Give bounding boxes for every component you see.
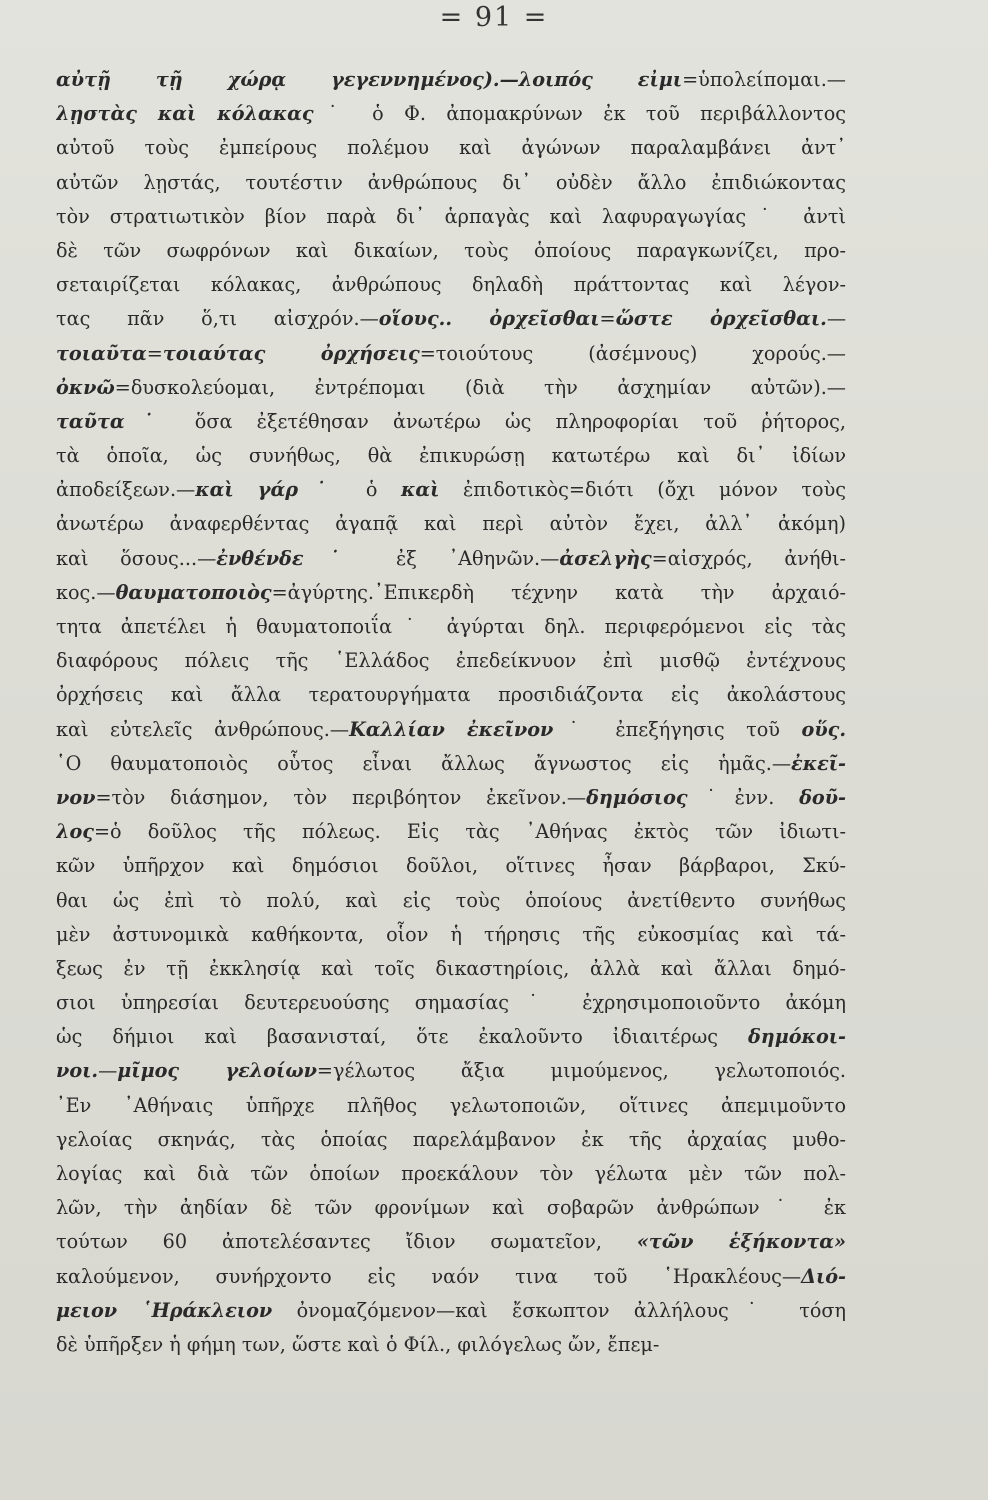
text-segment: τητα ἀπετέλει ἡ θαυματοποιΐα˙ ἀγύρται δηλ. περιφερόμενοι εἰς τὰς xyxy=(56,615,846,638)
text-line xyxy=(56,1089,846,1123)
lemma-term: δημόκοι- xyxy=(747,1025,846,1049)
text-segment: =ὑπολείπομαι.— xyxy=(682,68,846,91)
text-segment: ἐξ ᾽Αθηνῶν.— xyxy=(364,546,560,570)
text-line xyxy=(56,1191,846,1225)
text-line xyxy=(56,371,846,405)
text-line xyxy=(56,302,846,336)
lemma-term: δημόσιος xyxy=(586,785,688,809)
text-segment: τὰ ὁποῖα, ὡς συνήθως, θὰ ἐπικυρώσῃ κατωτέρω καὶ δι᾽ ἰδίων xyxy=(56,444,846,468)
text-line xyxy=(56,507,846,541)
lemma-term: δοῦ- xyxy=(799,785,846,809)
text-line xyxy=(56,610,846,644)
text-segment: ˙ ὁ Φ. ἀπομακρύνων ἐκ τοῦ περιβάλλοντος xyxy=(313,102,846,126)
text-segment: — xyxy=(98,1059,118,1083)
lemma-term: τοιαῦτα xyxy=(56,341,147,365)
text-line xyxy=(56,1225,846,1259)
text-segment: =γέλωτος ἄξια μιμούμενος, γελωτοποιός. xyxy=(316,1059,846,1083)
text-segment: ξεως ἐν τῇ ἐκκλησίᾳ καὶ τοῖς δικαστηρίοις, ἀλλὰ καὶ ἄλλαι δημό- xyxy=(56,956,846,980)
text-segment: ὅσα ἐξετέθησαν ἀνωτέρω ὡς πληροφορίαι τοῦ ῥήτορος, xyxy=(170,409,846,433)
lemma-term: οἵους.. ὀρχεῖσθαι xyxy=(378,307,600,331)
text-line xyxy=(56,268,846,302)
text-segment: =ἀγύρτης.᾽Επικερδὴ τέχνην κατὰ τὴν ἀρχαιό- xyxy=(271,580,846,604)
text-line xyxy=(56,713,846,747)
text-segment: αὐτοῦ τοὺς ἐμπείρους πολέμου καὶ ἀγώνων παραλαμβάνει ἀντ᾽ xyxy=(56,136,846,160)
lemma-term: ἐκεῖ- xyxy=(791,751,846,775)
text-line xyxy=(56,97,846,131)
lemma-term: καὶ γάρ˙ xyxy=(195,478,343,502)
text-line xyxy=(56,884,846,918)
text-segment: λογίας καὶ διὰ τῶν ὁποίων προεκάλουν τὸν γέλωτα μὲν τῶν πολ- xyxy=(56,1162,846,1185)
text-segment: τούτων 60 ἀποτελέσαντες ἴδιον σωματεῖον, xyxy=(56,1230,637,1254)
lemma-term: θαυματοποιὸς xyxy=(115,580,272,604)
text-line xyxy=(56,815,846,849)
text-segment: θαι ὡς ἐπὶ τὸ πολύ, καὶ εἰς τοὺς ὁποίους ἀνετίθεντο συνήθως xyxy=(56,888,846,912)
lemma-term: ταῦτα˙ xyxy=(56,409,171,433)
text-segment: ˙ἐνν. xyxy=(687,785,800,809)
text-line xyxy=(56,166,846,200)
text-segment: κῶν ὑπῆρχον καὶ δημόσιοι δοῦλοι, οἵτινες ἦσαν βάρβαροι, Σκύ- xyxy=(56,854,846,878)
text-segment: τας πᾶν ὅ,τι αἰσχρόν.— xyxy=(56,307,379,331)
text-segment: ˙ ἐπεξήγησις τοῦ xyxy=(553,717,802,741)
lemma-term: μῖμος γελοίων xyxy=(117,1059,317,1083)
text-line xyxy=(56,747,846,781)
text-line xyxy=(56,781,846,815)
lemma-term: νοι. xyxy=(56,1059,99,1083)
text-segment: =δυσκολεύομαι, ἐντρέπομαι (διὰ τὴν ἀσχημίαν αὐτῶν).— xyxy=(114,375,846,399)
text-line xyxy=(56,439,846,473)
lemma-term: «τῶν ἑξήκοντα» xyxy=(636,1230,846,1254)
text-segment: ὀνομαζόμενον—καὶ ἔσκωπτον ἀλλήλους˙ τόση xyxy=(272,1298,846,1322)
lemma-term: ἐνθένδε˙ xyxy=(216,546,365,570)
text-segment: ὡς δήμιοι καὶ βασανισταί, ὅτε ἐκαλοῦντο ἰδιαιτέρως xyxy=(56,1025,748,1049)
commentary-text xyxy=(56,63,846,1362)
lemma-term: μειον ῾Ηράκλειον xyxy=(56,1298,273,1322)
text-segment: δὲ τῶν σωφρόνων καὶ δικαίων, τοὺς ὁποίους παραγκωνίζει, προ- xyxy=(56,238,846,262)
text-segment: διαφόρους πόλεις τῆς ῾Ελλάδος ἐπεδείκνυον ἐπὶ μισθῷ ἐντέχνους xyxy=(56,649,846,673)
page-number: = 91 = xyxy=(439,2,549,33)
text-line xyxy=(56,1260,846,1294)
text-line xyxy=(56,1328,846,1362)
text-segment: αὐτῶν λῃστάς, τουτέστιν ἀνθρώπους δι᾽ οὐδὲν ἄλλο ἐπιδιώκοντας xyxy=(56,170,846,194)
text-segment: καὶ εὐτελεῖς ἀνθρώπους.— xyxy=(56,717,350,741)
text-segment: τὸν στρατιωτικὸν βίον παρὰ δι᾽ ἁρπαγὰς καὶ λαφυραγωγίας˙ ἀντὶ xyxy=(56,204,846,228)
lemma-term: τοιαύτας ὀρχήσεις xyxy=(162,341,420,365)
text-segment: δὲ ὑπῆρξεν ἡ φήμη των, ὥστε καὶ ὁ Φίλ., φιλόγελως ὤν, ἔπεμ- xyxy=(56,1332,660,1356)
text-segment: ἀποδείξεων.— xyxy=(56,478,196,502)
text-line xyxy=(56,576,846,610)
lemma-term: λῃστὰς καὶ κόλακας xyxy=(56,102,314,126)
lemma-term: Διό- xyxy=(801,1264,846,1288)
text-line xyxy=(56,1123,846,1157)
text-segment: ἀνωτέρω ἀναφερθέντας ἀγαπᾷ καὶ περὶ αὐτὸν ἔχει, ἀλλ᾽ ἀκόμη) xyxy=(56,512,846,536)
text-line xyxy=(56,849,846,883)
lemma-term: ὥστε ὀρχεῖσθαι. xyxy=(615,307,827,331)
text-segment: =ὁ δοῦλος τῆς πόλεως. Εἰς τὰς ᾽Αθήνας ἐκτὸς τῶν ἰδιωτι- xyxy=(93,820,846,844)
text-line xyxy=(56,644,846,678)
text-segment: καὶ ὅσους...— xyxy=(56,546,217,570)
lemma-term: Καλλίαν ἐκεῖνον xyxy=(349,717,554,741)
text-line xyxy=(56,952,846,986)
text-line xyxy=(56,473,846,507)
text-segment: ὁ xyxy=(342,478,401,502)
text-segment: = xyxy=(146,341,163,365)
text-segment: =τοιούτους (ἀσέμνους) χορούς.— xyxy=(419,341,846,365)
text-segment: — xyxy=(826,307,846,331)
text-segment: σιοι ὑπηρεσίαι δευτερευούσης σημασίας˙ ἐχρησιμοποιοῦντο ἀκόμη xyxy=(56,991,846,1015)
text-segment: ὀρχήσεις καὶ ἄλλα τερατουργήματα προσιδιάζοντα εἰς ἀκολάστους xyxy=(56,683,846,707)
text-segment: λῶν, τὴν ἀηδίαν δὲ τῶν φρονίμων καὶ σοβαρῶν ἀνθρώπων˙ ἐκ xyxy=(56,1196,846,1220)
text-segment: γελοίας σκηνάς, τὰς ὁποίας παρελάμβανον ἐκ τῆς ἀρχαίας μυθο- xyxy=(56,1127,846,1151)
text-line xyxy=(56,234,846,268)
text-segment: καλούμενον, συνήρχοντο εἰς ναόν τινα τοῦ ῾Ηρακλέους— xyxy=(56,1264,802,1288)
text-line xyxy=(56,918,846,952)
text-line xyxy=(56,337,846,371)
lemma-term: ὀκνῶ xyxy=(56,375,115,399)
text-line xyxy=(56,200,846,234)
lemma-term: ἀσελγὴς xyxy=(559,546,652,570)
lemma-term: καὶ xyxy=(401,478,440,502)
lemma-term: λος xyxy=(56,820,94,844)
text-segment: ᾽Εν ᾽Αθήναις ὑπῆρχε πλῆθος γελωτοποιῶν, οἵτινες ἀπεμιμοῦντο xyxy=(56,1093,846,1117)
text-segment: = xyxy=(599,307,616,331)
lemma-term: οὕς. xyxy=(801,717,846,741)
text-segment: ῾Ο θαυματοποιὸς οὗτος εἶναι ἄλλως ἄγνωστος εἰς ἡμᾶς.— xyxy=(56,751,792,775)
text-line xyxy=(56,1020,846,1054)
lemma-term: αὐτῇ τῇ χώρᾳ γεγεννημένος).—λοιπός εἰμι xyxy=(56,68,683,91)
text-line xyxy=(56,986,846,1020)
text-line xyxy=(56,405,846,439)
lemma-term: νον xyxy=(56,785,96,809)
text-line xyxy=(56,63,846,97)
text-line xyxy=(56,131,846,165)
text-line xyxy=(56,542,846,576)
text-line xyxy=(56,678,846,712)
text-segment: μὲν ἀστυνομικὰ καθήκοντα, οἷον ἡ τήρησις τῆς εὐκοσμίας καὶ τά- xyxy=(56,922,846,946)
text-segment: =τὸν διάσημον, τὸν περιβόητον ἐκεῖνον.— xyxy=(95,785,587,809)
text-line xyxy=(56,1157,846,1191)
text-line xyxy=(56,1294,846,1328)
text-segment: κος.— xyxy=(56,580,116,604)
text-segment: σεταιρίζεται κόλακας, ἀνθρώπους δηλαδὴ πράττοντας καὶ λέγον- xyxy=(56,273,846,297)
text-line xyxy=(56,1054,846,1088)
text-segment: ἐπιδοτικὸς=διότι (ὄχι μόνον τοὺς xyxy=(439,478,846,502)
text-segment: =αἰσχρός, ἀνήθι- xyxy=(651,546,846,570)
